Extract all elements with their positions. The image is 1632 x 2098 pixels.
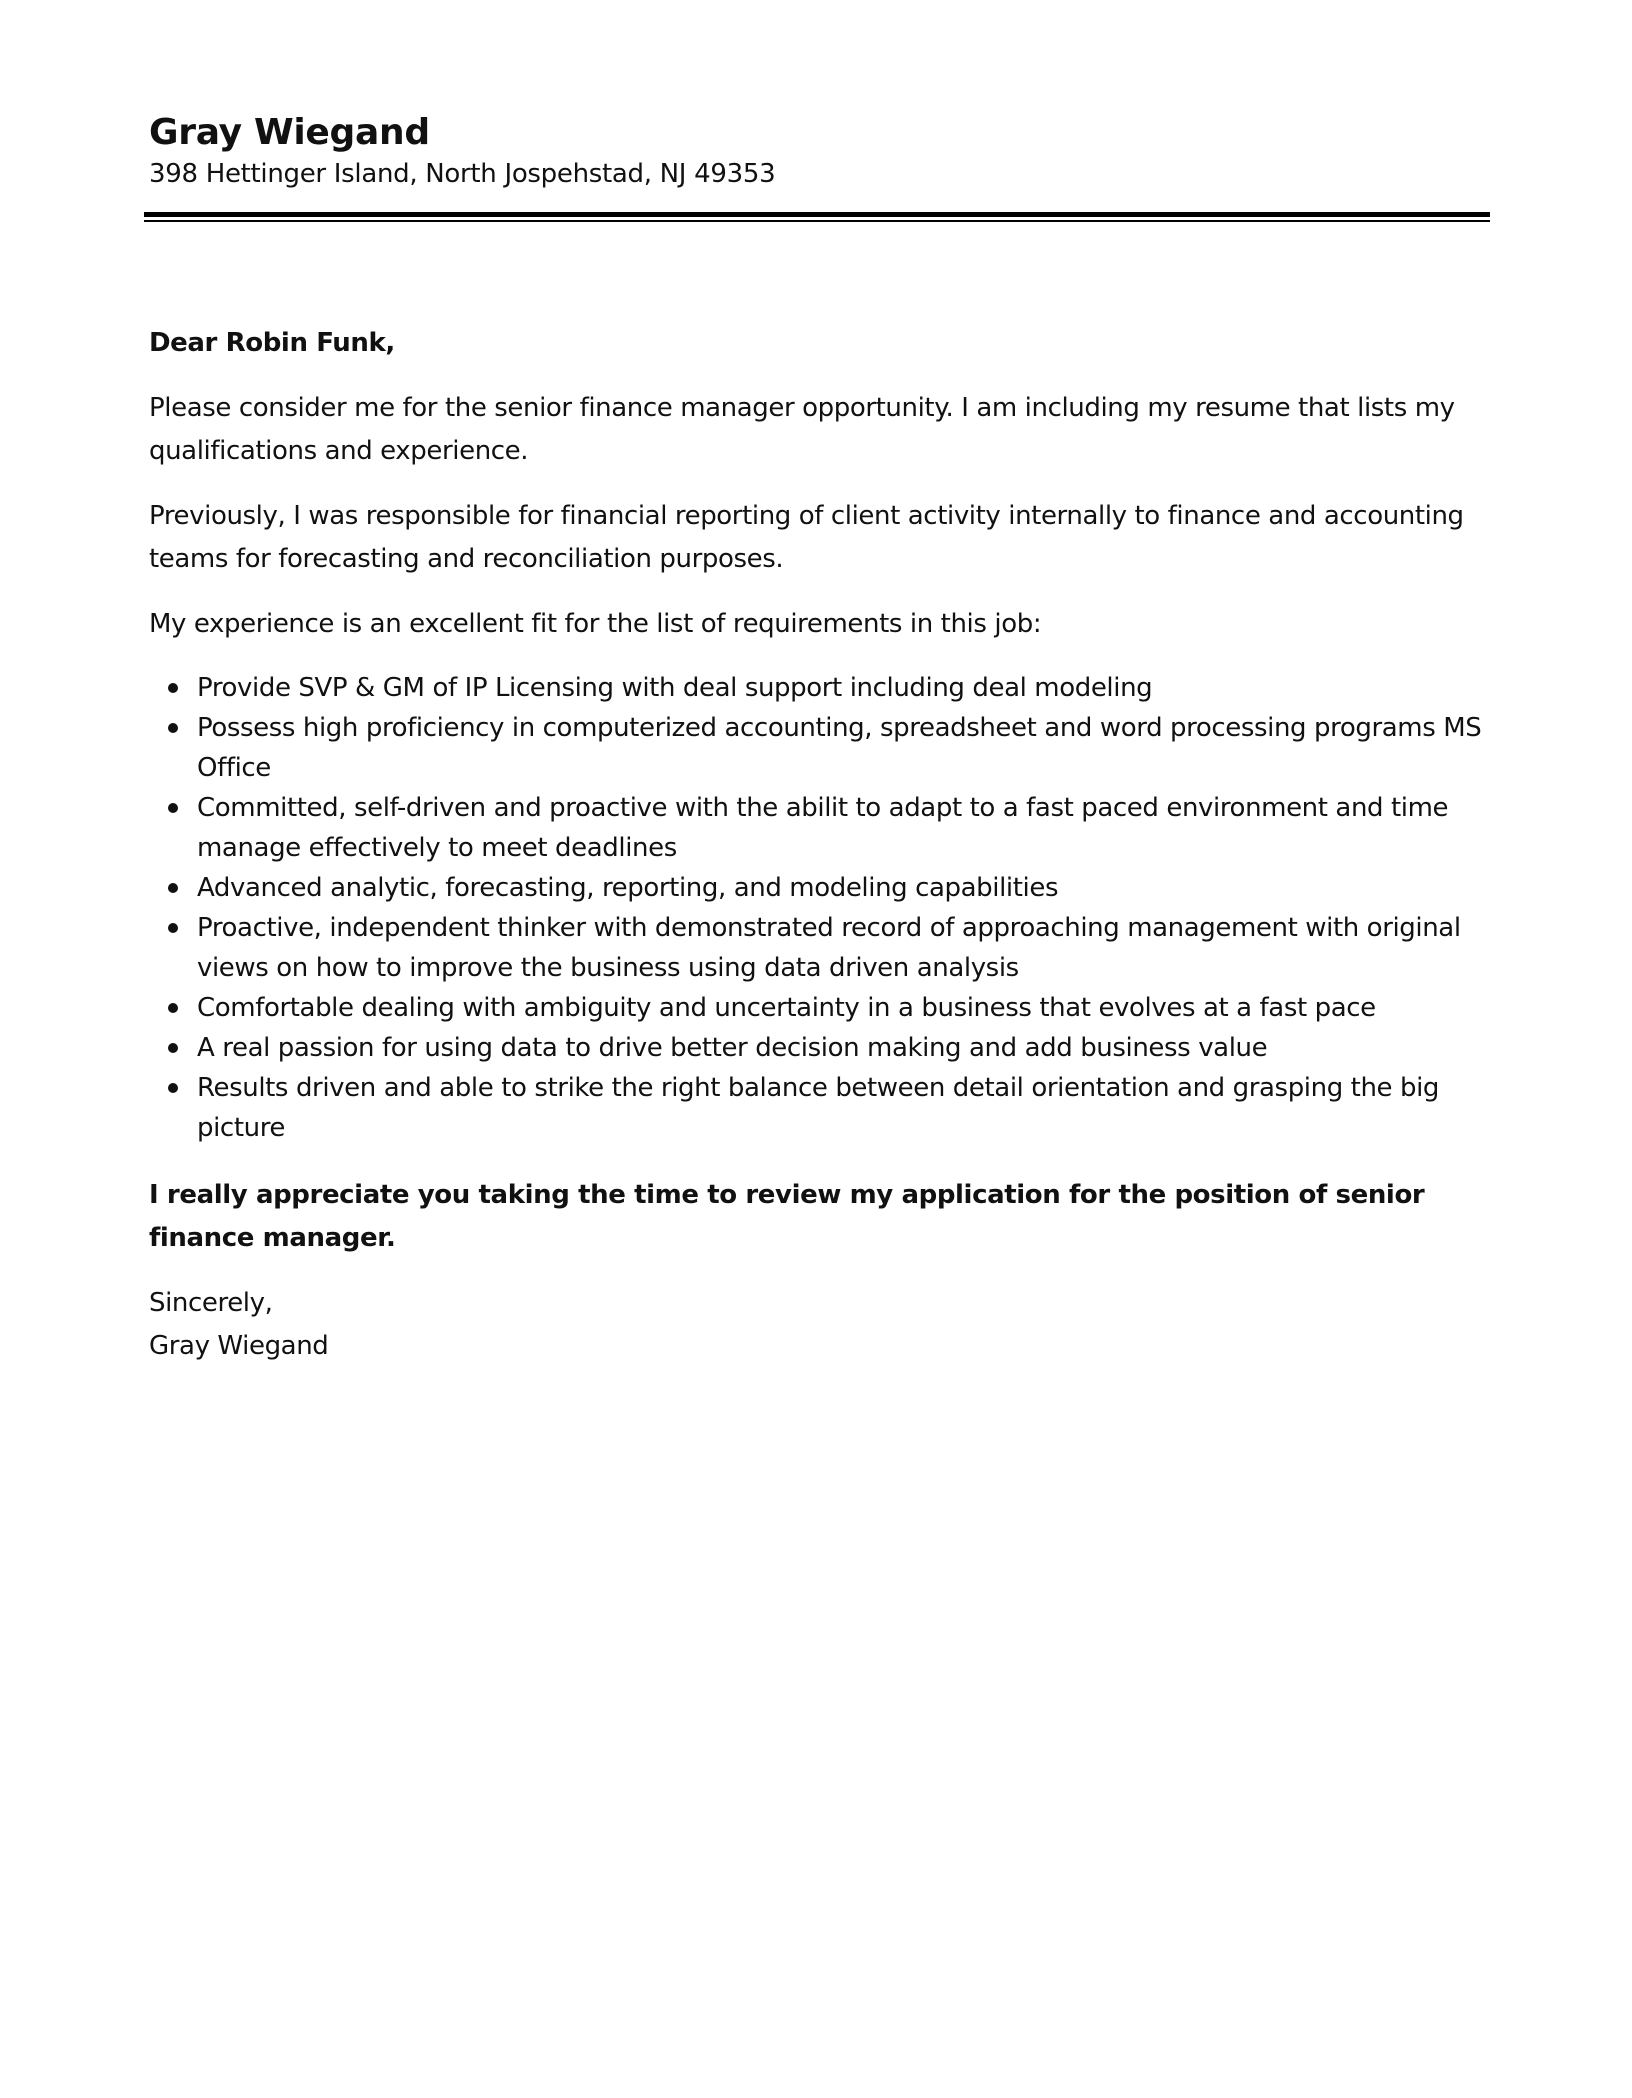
requirement-text: Comfortable dealing with ambiguity and uncertainty in a business that evolves at a fast pace: [197, 993, 1376, 1023]
paragraph-intro: Please consider me for the senior finance manager opportunity. I am including my resume that lists my qualifications and experience.: [149, 393, 1455, 466]
bullet-icon: [168, 1083, 178, 1093]
signoff: Sincerely,: [149, 1288, 273, 1318]
bullet-icon: [168, 683, 178, 693]
requirement-text: Provide SVP & GM of IP Licensing with deal support including deal modeling: [197, 673, 1153, 703]
list-item: [197, 1028, 1489, 1068]
sender-address: 398 Hettinger Island, North Jospehstad, NJ 49353: [149, 159, 776, 189]
header-divider-thin-line: [144, 220, 1490, 222]
bullet-icon: [168, 1043, 178, 1053]
list-item: [197, 988, 1489, 1028]
requirements-list: [149, 668, 1489, 1148]
requirement-text: Proactive, independent thinker with demonstrated record of approaching management with original views on how to improve the business using data driven analysis: [197, 913, 1461, 983]
list-item: [197, 1068, 1489, 1148]
requirement-text: Possess high proficiency in computerized accounting, spreadsheet and word processing programs MS Office: [197, 713, 1482, 783]
requirement-text: Results driven and able to strike the right balance between detail orientation and grasping the big picture: [197, 1073, 1440, 1143]
requirement-text: Committed, self-driven and proactive with the abilit to adapt to a fast paced environment and time manage effectively to meet deadlines: [197, 793, 1449, 863]
letter-body: [149, 322, 1489, 1368]
list-item: [197, 868, 1489, 908]
list-item: [197, 708, 1489, 788]
salutation: Dear Robin Funk,: [149, 328, 395, 358]
list-item: [197, 908, 1489, 988]
sender-name: Gray Wiegand: [149, 112, 430, 153]
paragraph-previous-experience: Previously, I was responsible for financial reporting of client activity internally to finance and accounting teams for forecasting and reconciliation purposes.: [149, 501, 1464, 574]
header-divider: [144, 212, 1490, 222]
closing-paragraph: I really appreciate you taking the time to review my application for the position of senior finance manager.: [149, 1180, 1425, 1253]
bullet-icon: [168, 923, 178, 933]
requirement-text: Advanced analytic, forecasting, reporting, and modeling capabilities: [197, 873, 1059, 903]
bullet-icon: [168, 883, 178, 893]
letter-header: [149, 110, 1489, 192]
list-item: [197, 788, 1489, 868]
requirement-text: A real passion for using data to drive better decision making and add business value: [197, 1033, 1268, 1063]
bullet-icon: [168, 723, 178, 733]
bullet-icon: [168, 803, 178, 813]
header-divider-thick-line: [144, 212, 1490, 217]
paragraph-requirements-lead: My experience is an excellent fit for the list of requirements in this job:: [149, 609, 1042, 639]
signature-name: Gray Wiegand: [149, 1331, 329, 1361]
bullet-icon: [168, 1003, 178, 1013]
list-item: [197, 668, 1489, 708]
